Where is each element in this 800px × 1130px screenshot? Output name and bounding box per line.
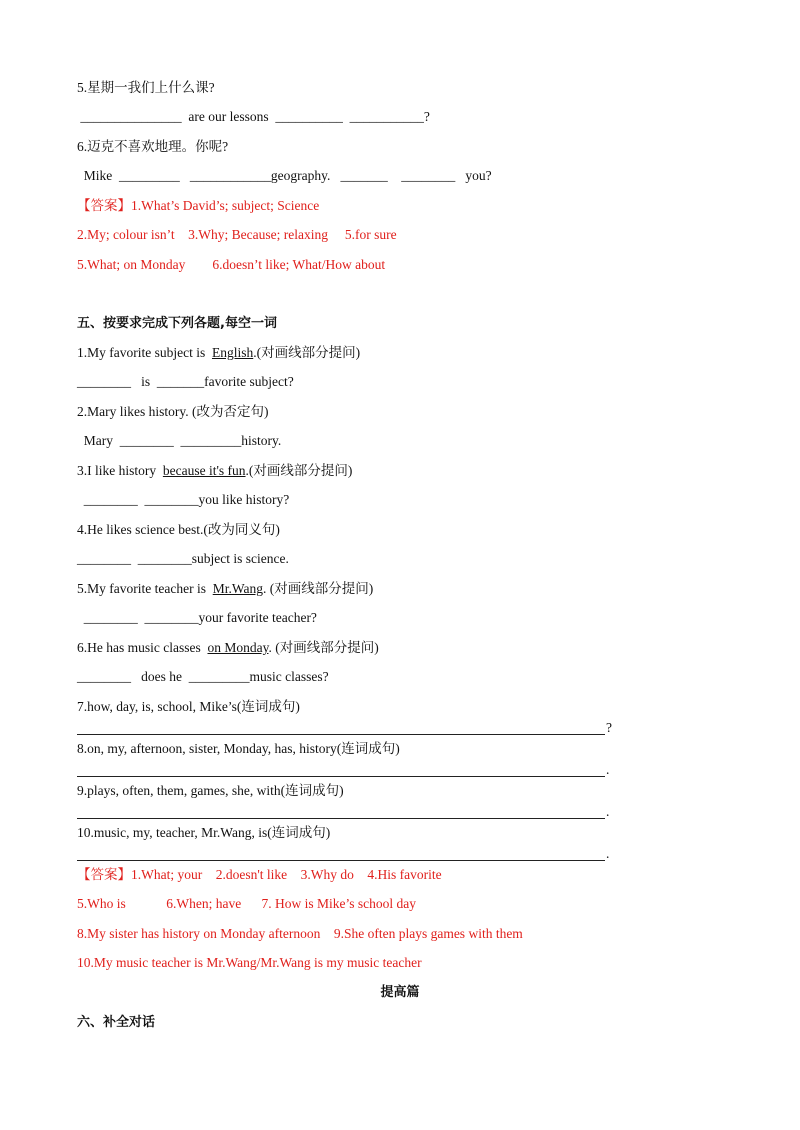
s5-question-5-fill: ________ ________your favorite teacher? [77,610,317,625]
s5-question-6: 6.He has music classes on Monday. (对画线部分提问) [77,640,379,655]
s5-question-2: 2.Mary likes history. (改为否定句) [77,404,269,419]
s5-question-8: 8.on, my, afternoon, sister, Monday, has, history(连词成句) [77,741,400,756]
answer-rule [77,818,605,819]
advanced-heading: 提高篇 [380,985,420,1000]
sentence-end-mark: . [606,762,610,777]
sentence-end-mark: ? [606,720,612,735]
underlined-word: English [211,345,254,360]
question-6-fill: Mike _________ ____________geography. _______ ________ you? [77,168,492,183]
s5-answer-line-2: 5.Who is 6.When; have 7. How is Mike’s school day [77,896,416,911]
question-5-fill: _______________ are our lessons __________ ___________? [77,109,430,124]
s5-answer-line-3: 8.My sister has history on Monday afternoon 9.She often plays games with them [77,926,523,941]
s5-question-7: 7.how, day, is, school, Mike’s(连词成句) [77,699,300,714]
s5-question-4: 4.He likes science best.(改为同义句) [77,522,280,537]
underlined-phrase: on Monday [207,640,269,655]
answer-line-3: 5.What; on Monday 6.doesn’t like; What/How about [77,257,386,272]
answer-line-1: 【答案】1.What’s David’s; subject; Science [77,198,320,213]
answer-rule [77,860,605,861]
section-5-title: 五、按要求完成下列各题,每空一词 [77,316,277,331]
answer-line-2: 2.My; colour isn’t 3.Why; Because; relaxing 5.for sure [77,227,397,242]
s5-answer-line-4: 10.My music teacher is Mr.Wang/Mr.Wang is my music teacher [77,955,422,970]
underlined-word: Mr.Wang [212,581,263,596]
s5-question-1: 1.My favorite subject is English.(对画线部分提问) [77,345,361,360]
answer-rule [77,734,605,735]
s5-question-2-fill: Mary ________ _________history. [77,433,282,448]
s5-question-1-fill: ________ is _______favorite subject? [77,374,294,389]
answer-rule [77,776,605,777]
question-6-prompt: 6.迈克不喜欢地理。你呢? [77,139,229,154]
s5-question-6-fill: ________ does he _________music classes? [77,669,329,684]
question-5-prompt: 5.星期一我们上什么课? [77,80,215,95]
underlined-phrase: because it's fun [162,463,246,478]
s5-question-5: 5.My favorite teacher is Mr.Wang. (对画线部分提问) [77,581,374,596]
s5-question-3-fill: ________ ________you like history? [77,492,290,507]
s5-answer-line-1: 【答案】1.What; your 2.doesn't like 3.Why do 4.His favorite [77,867,442,882]
s5-question-4-fill: ________ ________subject is science. [77,551,289,566]
s5-question-3: 3.I like history because it's fun.(对画线部分提问) [77,463,353,478]
s5-question-9: 9.plays, often, them, games, she, with(连词成句) [77,783,344,798]
section-6-title: 六、补全对话 [77,1015,156,1030]
s5-question-10: 10.music, my, teacher, Mr.Wang, is(连词成句) [77,825,331,840]
sentence-end-mark: . [606,846,610,861]
sentence-end-mark: . [606,804,610,819]
